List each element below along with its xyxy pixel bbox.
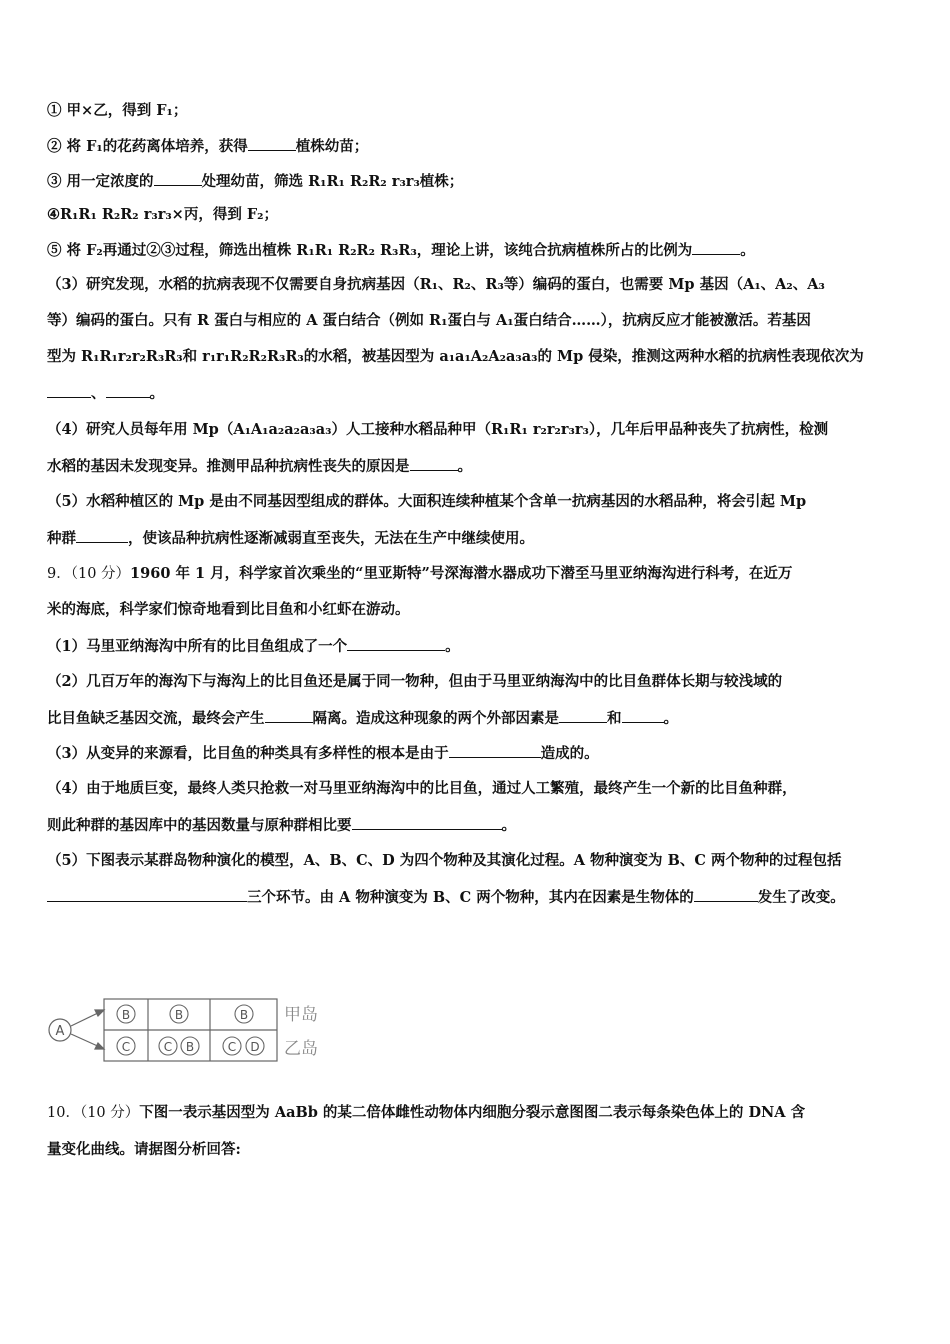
q9-part3-text: （3）从变异的来源看，比目鱼的种类具有多样性的根本是由于 <box>47 745 449 762</box>
answer-blank[interactable] <box>248 136 296 151</box>
q8-part3-line3 <box>47 347 907 367</box>
q8-part4-text: （4）研究人员每年用 Mp（A₁A₁a₂a₂a₃a₃）人工接种水稻品种甲（R₁R₁ r₂r₂r₃r₃），几年后甲品种丧失了抗病性，检测 <box>47 421 829 438</box>
q9-part3-text-end: 造成的。 <box>540 745 599 762</box>
q10-text: 下图一表示基因型为 AaBb 的某二倍体雌性动物体内细胞分裂示意图图二表示每条染色体上的 DNA 含 <box>139 1104 806 1121</box>
q8-part3-line2 <box>47 311 907 331</box>
island-label-top: 甲岛 <box>284 1005 318 1025</box>
step-2 <box>47 136 907 157</box>
q9-part4-line1 <box>47 779 907 799</box>
answer-blank[interactable] <box>154 171 202 186</box>
period-text: 。 <box>501 817 516 834</box>
answer-blank[interactable] <box>347 636 445 651</box>
species-label: D <box>250 1040 260 1054</box>
step-3-text-end: 处理幼苗，筛选 R₁R₁ R₂R₂ r₃r₃植株； <box>201 173 464 190</box>
species-label: C <box>121 1040 131 1054</box>
answer-blank[interactable] <box>692 240 740 255</box>
q9-part2-text: 隔离。造成这种现象的两个外部因素是 <box>312 710 559 727</box>
q9-part5-text: （5）下图表示某群岛物种演化的模型，A、B、C、D 为四个物种及其演化过程。A 物种演变为 B、C 两个物种的过程包括 <box>47 852 842 869</box>
answer-blank[interactable] <box>47 887 247 902</box>
q8-part3-text: （3）研究发现，水稻的抗病表现不仅需要自身抗病基因（R₁、R₂、R₃等）编码的蛋白，也需要 Mp 基因（A₁、A₂、A₃ <box>47 276 825 293</box>
answer-blank[interactable] <box>559 708 607 723</box>
answer-blank[interactable] <box>265 708 313 723</box>
species-label: B <box>121 1008 131 1022</box>
q8-part3-line4 <box>47 383 907 404</box>
q8-part5-line1 <box>47 492 907 512</box>
q9-part5-line2 <box>47 887 907 908</box>
answer-blank[interactable] <box>410 456 458 471</box>
q9-part5-line1 <box>47 851 907 871</box>
q9-part5-text: 三个环节。由 A 物种演变为 B、C 两个物种，其内在因素是生物体的 <box>247 889 694 906</box>
q10-text: 量变化曲线。请据图分析回答: <box>47 1141 241 1158</box>
q8-part3-text: 等）编码的蛋白。只有 R 蛋白与相应的 A 蛋白结合（例如 R₁蛋白与 A₁蛋白结合……），抗病反应才能被激活。若基因 <box>47 312 811 329</box>
q9-part2-line1 <box>47 672 907 692</box>
q9-part1 <box>47 636 907 657</box>
species-a-label: A <box>55 1024 65 1039</box>
q9-part1-text: （1）马里亚纳海沟中所有的比目鱼组成了一个 <box>47 638 348 655</box>
q9-part2-text: （2）几百万年的海沟下与海沟上的比目鱼还是属于同一物种，但由于马里亚纳海沟中的比目鱼群体长期与较浅域的 <box>47 673 783 690</box>
q9-part2-line2 <box>47 708 907 729</box>
answer-blank[interactable] <box>622 708 664 723</box>
step-1 <box>47 101 907 121</box>
q8-part5-text: （5）水稻种植区的 Mp 是由不同基因型组成的群体。大面积连续种植某个含单一抗病基因的水稻品种，将会引起 Mp <box>47 493 807 510</box>
q9-intro-text: 米的海底，科学家们惊奇地看到比目鱼和小红虾在游动。 <box>47 601 410 618</box>
step-5-text-end: 。 <box>740 242 755 259</box>
species-label: B <box>185 1040 195 1054</box>
q9-part2-text: 和 <box>607 710 622 727</box>
q9-part3 <box>47 743 907 764</box>
step-3-text: ③ 用一定浓度的 <box>47 173 154 190</box>
step-1-text: ① 甲×乙，得到 F₁； <box>47 102 188 119</box>
q8-part5-text-end: ，使该品种抗病性逐渐减弱直至丧失，无法在生产中继续使用。 <box>128 530 534 547</box>
species-label: C <box>163 1040 173 1054</box>
evolution-arrows <box>71 1010 104 1049</box>
answer-blank[interactable] <box>47 383 91 398</box>
q9-part4-text: 则此种群的基因库中的基因数量与原种群相比要 <box>47 817 352 834</box>
step-5-text: ⑤ 将 F₂再通过②③过程，筛选出植株 R₁R₁ R₂R₂ R₃R₃，理论上讲，该纯合抗病植株所占的比例为 <box>47 242 693 259</box>
q8-part3-text: 型为 R₁R₁r₂r₂R₃R₃和 r₁r₁R₂R₂R₃R₃的水稻，被基因型为 a₁a₁A₂A₂a₃a₃的 Mp 侵染，推测这两种水稻的抗病性表现依次为 <box>47 348 864 365</box>
q9-part5-text-end: 发生了改变。 <box>757 889 845 906</box>
q9-part4-text: （4）由于地质巨变，最终人类只抢救一对马里亚纳海沟中的比目鱼，通过人工繁殖，最终产生一个新的比目鱼种群， <box>47 780 797 797</box>
q9-intro-text: 1960 年 1 月，科学家首次乘坐的“里亚斯特”号深海潜水器成功下潜至马里亚纳海沟进行科考，在近万 <box>130 565 793 582</box>
species-label: B <box>239 1008 249 1022</box>
period-text: 。 <box>457 458 472 475</box>
step-3 <box>47 171 907 192</box>
q9-part2-text: 比目鱼缺乏基因交流，最终会产生 <box>47 710 265 727</box>
question-number: 9．（10 分） <box>47 566 131 582</box>
q10-line1 <box>47 1103 907 1123</box>
q8-part5-line2 <box>47 528 907 549</box>
species-label: C <box>227 1040 237 1054</box>
separator-text: 、 <box>91 385 106 402</box>
island-evolution-diagram <box>44 996 344 1068</box>
q8-part3-line1 <box>47 275 907 295</box>
q9-intro-line1 <box>47 564 907 584</box>
answer-blank[interactable] <box>694 887 758 902</box>
period-text: 。 <box>445 638 460 655</box>
step-4 <box>47 205 907 225</box>
q9-intro-line2 <box>47 600 907 620</box>
q8-part5-text: 种群 <box>47 530 76 547</box>
step-4-text: ④R₁R₁ R₂R₂ r₃r₃×丙，得到 F₂； <box>47 206 279 223</box>
step-5 <box>47 240 907 261</box>
answer-blank[interactable] <box>449 743 541 758</box>
question-number: 10．（10 分） <box>47 1105 140 1121</box>
q8-part4-line1 <box>47 420 907 440</box>
answer-blank[interactable] <box>76 528 128 543</box>
answer-blank[interactable] <box>106 383 150 398</box>
period-text: 。 <box>149 385 164 402</box>
q8-part4-text: 水稻的基因未发现变异。推测甲品种抗病性丧失的原因是 <box>47 458 410 475</box>
island-label-bottom: 乙岛 <box>284 1039 318 1059</box>
q9-part4-line2 <box>47 815 907 836</box>
answer-blank[interactable] <box>352 815 502 830</box>
step-2-text: ② 将 F₁的花药离体培养，获得 <box>47 138 248 155</box>
q10-line2 <box>47 1140 907 1160</box>
species-label: B <box>174 1008 184 1022</box>
period-text: 。 <box>663 710 678 727</box>
q8-part4-line2 <box>47 456 907 477</box>
step-2-text-end: 植株幼苗； <box>295 138 369 155</box>
